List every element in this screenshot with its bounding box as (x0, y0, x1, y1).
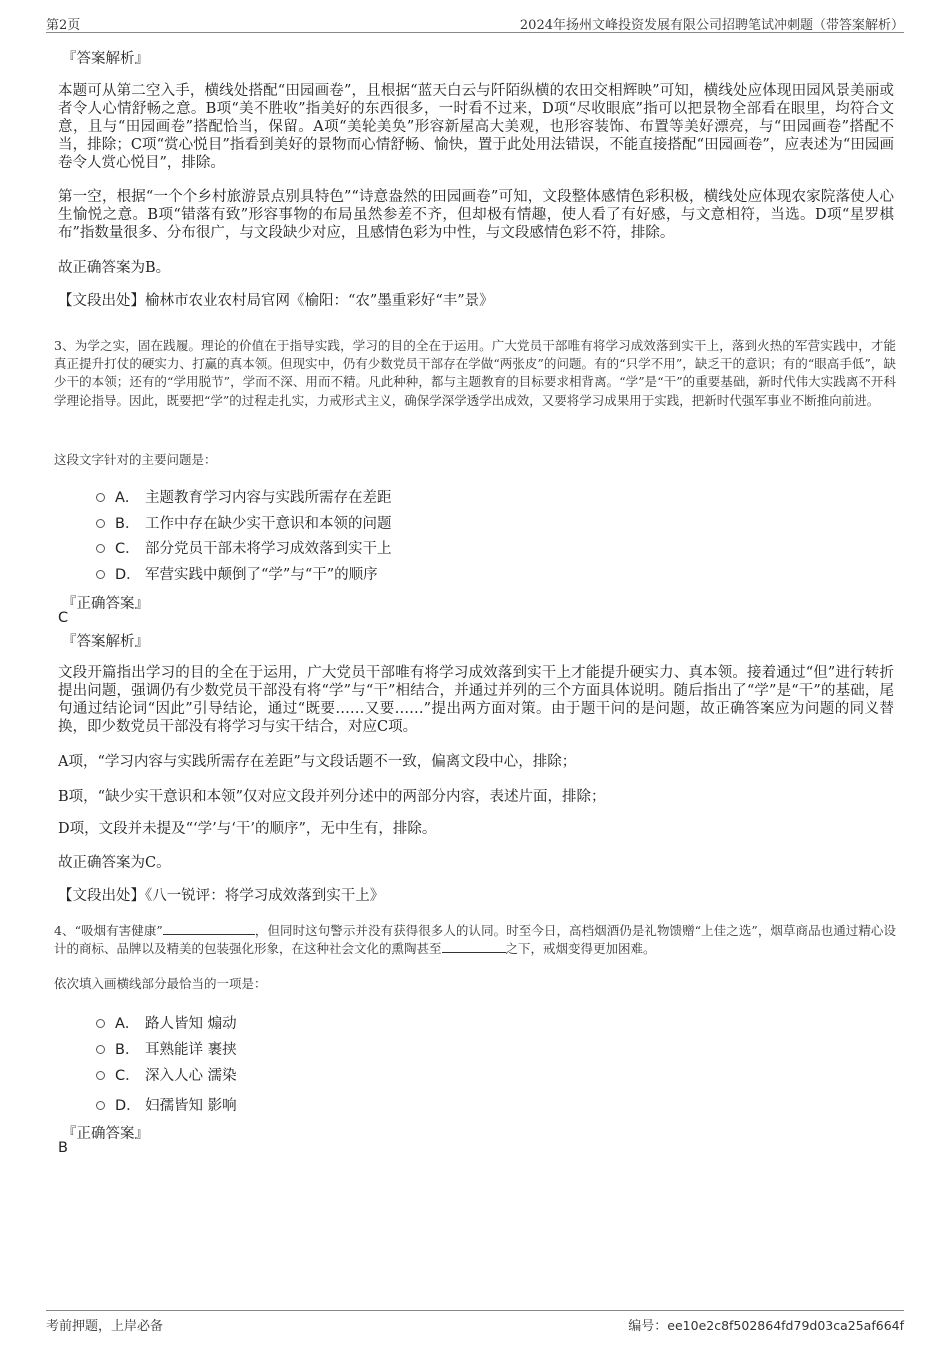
q4-option-a[interactable] (96, 1012, 237, 1032)
option-text: 部分党员干部未将学习成效落到实干上 (145, 541, 392, 557)
q3-exclude-d: D项，文段并未提及“‘学’与‘干’的顺序”，无中生有，排除。 (58, 821, 437, 837)
q2-analysis-para1: 本题可从第二空入手，横线处搭配“田园画卷”，且根据“蓝天白云与阡陌纵横的农田交相辉映”可知，横线处应体现田园风景美丽或者令人心情舒畅之意。B项“美不胜收”指美好的东西很多，一时看不过来，D项“尽收眼底”指可以把景物全部看在眼里，均符合文意，且与“田园画卷”搭配恰当，保留。A项“美轮美奂”形容新屋高大美观，也形容装饰、布置等美好漂亮，与“田园画卷”搭配不当，排除；C项“赏心悦目”指看到美好的景物而心情舒畅、愉快，置于此处用法错误，不能直接搭配“田园画卷”，应表述为“田园画卷令人赏心悦目”，排除。 (58, 83, 894, 171)
option-text: 妇孺皆知 影响 (145, 1098, 237, 1114)
q2-analysis-label: 『答案解析』 (62, 51, 149, 67)
code-label: 编号： (628, 1319, 668, 1334)
page-number: 第2页 (46, 18, 81, 33)
option-letter: A． (115, 490, 140, 506)
option-letter: B． (115, 1042, 140, 1058)
radio-circle-icon[interactable] (96, 493, 105, 502)
q3-option-a[interactable] (96, 486, 392, 506)
q4-question: 依次填入画横线部分最恰当的一项是： (54, 976, 267, 991)
page-footer (46, 1310, 904, 1335)
fill-blank-1[interactable] (163, 922, 255, 935)
q4-stem-part2: ，但同时这句警示并没有获得很多人的认同。时至今日，高档烟酒仍是礼物馈赠“上佳之选”，烟草商品也通过精心设计的商标、品牌以及精美的包装强化形象，在这种社会文化的熏陶甚至 (54, 923, 896, 957)
q3-stem: 3、为学之实，固在践履。理论的价值在于指导实践，学习的目的全在于运用。广大党员干部唯有将学习成效落到实干上，落到火热的军营实践中，才能真正提升打仗的硬实力、打赢的真本领。但现实中，仍有少数党员干部存在学做“两张皮”的问题。有的“只学不用”，缺乏干的意识；有的“眼高手低”，缺少干的本领；还有的“学用脱节”，学而不深、用而不精。凡此种种，都与主题教育的目标要求相背离。“学”是“干”的重要基础，新时代伟大实践离不开科学理论指导。因此，既要把“学”的过程走扎实，力戒形式主义，确保学深学透学出成效，又要将学习成果用于实践，把新时代强军事业不断推向前进。 (54, 338, 896, 408)
radio-circle-icon[interactable] (96, 570, 105, 579)
q3-exclude-b: B项，“缺少实干意识和本领”仅对应文段并列分述中的两部分内容，表述片面，排除； (58, 789, 606, 805)
option-letter: D． (115, 1098, 141, 1114)
code-value: ee10e2c8f502864fd79d03ca25af664f (667, 1318, 904, 1333)
option-text: 深入人心 濡染 (145, 1068, 237, 1084)
radio-circle-icon[interactable] (96, 519, 105, 528)
q2-source: 【文段出处】榆林市农业农村局官网《榆阳：“农”墨重彩好“丰”景》 (58, 293, 494, 309)
q3-option-d[interactable] (96, 563, 378, 583)
radio-circle-icon[interactable] (96, 1019, 105, 1028)
q4-answer: B (58, 1140, 68, 1156)
option-letter: C． (115, 1068, 140, 1084)
q3-option-b[interactable] (96, 512, 392, 532)
q4-option-d[interactable] (96, 1094, 237, 1114)
q3-question: 这段文字针对的主要问题是： (54, 452, 217, 467)
option-text: 工作中存在缺少实干意识和本领的问题 (145, 516, 392, 532)
option-letter: C． (115, 541, 140, 557)
q3-answer: C (58, 610, 69, 626)
q3-analysis: 文段开篇指出学习的目的全在于运用，广大党员干部唯有将学习成效落到实干上才能提升硬实力、真本领。接着通过“但”进行转折提出问题，强调仍有少数党员干部没有将“学”与“干”相结合，并通过并列的三个方面具体说明。随后指出了“学”是“干”的基础，尾句通过结论词“因此”引导结论，通过“既要……又要……”提出两方面对策。由于题干问的是问题，故正确答案应为问题的同义替换，即少数党员干部没有将学习与实干结合，对应C项。 (58, 665, 894, 735)
q3-answer-label: 『正确答案』 (62, 596, 149, 612)
q4-option-b[interactable] (96, 1038, 237, 1058)
q4-stem-part1: 4、“吸烟有害健康” (54, 923, 163, 938)
q2-analysis-para2: 第一空，根据“一个个乡村旅游景点别具特色”“诗意盎然的田园画卷”可知，文段整体感情色彩积极，横线处应体现农家院落使人心生愉悦之意。B项“错落有致”形容事物的布局虽然参差不齐，但却极有情趣，使人看了有好感，与文意相符，当选。D项“星罗棋布”指数量很多、分布很广，与文段缺少对应，且感情色彩为中性，与文段感情色彩不符，排除。 (58, 189, 894, 241)
option-letter: D． (115, 567, 141, 583)
option-letter: B． (115, 516, 140, 532)
q4-stem (54, 922, 896, 958)
option-letter: A． (115, 1016, 140, 1032)
document-title: 2024年扬州文峰投资发展有限公司招聘笔试冲刺题（带答案解析） (519, 18, 904, 33)
option-text: 主题教育学习内容与实践所需存在差距 (145, 490, 392, 506)
option-text: 耳熟能详 裹挟 (145, 1042, 237, 1058)
radio-circle-icon[interactable] (96, 1071, 105, 1080)
footer-code (628, 1315, 904, 1334)
q4-answer-label: 『正确答案』 (62, 1126, 149, 1142)
radio-circle-icon[interactable] (96, 544, 105, 553)
radio-circle-icon[interactable] (96, 1045, 105, 1054)
q3-exclude-a: A项，“学习内容与实践所需存在差距”与文段话题不一致，偏离文段中心，排除； (58, 754, 577, 770)
q3-conclusion: 故正确答案为C。 (58, 855, 171, 871)
footer-slogan: 考前押题，上岸必备 (46, 1319, 164, 1334)
q2-conclusion: 故正确答案为B。 (58, 260, 171, 276)
q3-source: 【文段出处】《八一锐评：将学习成效落到实干上》 (58, 888, 385, 904)
radio-circle-icon[interactable] (96, 1101, 105, 1110)
q4-stem-part3: 之下，戒烟变得更加困难。 (505, 941, 656, 957)
q3-analysis-label: 『答案解析』 (62, 634, 149, 650)
q3-option-c[interactable] (96, 537, 392, 557)
q4-option-c[interactable] (96, 1064, 237, 1084)
option-text: 路人皆知 煽动 (145, 1016, 237, 1032)
option-text: 军营实践中颠倒了“学”与“干”的顺序 (145, 567, 378, 583)
fill-blank-2[interactable] (442, 940, 506, 953)
page-header (46, 12, 904, 33)
